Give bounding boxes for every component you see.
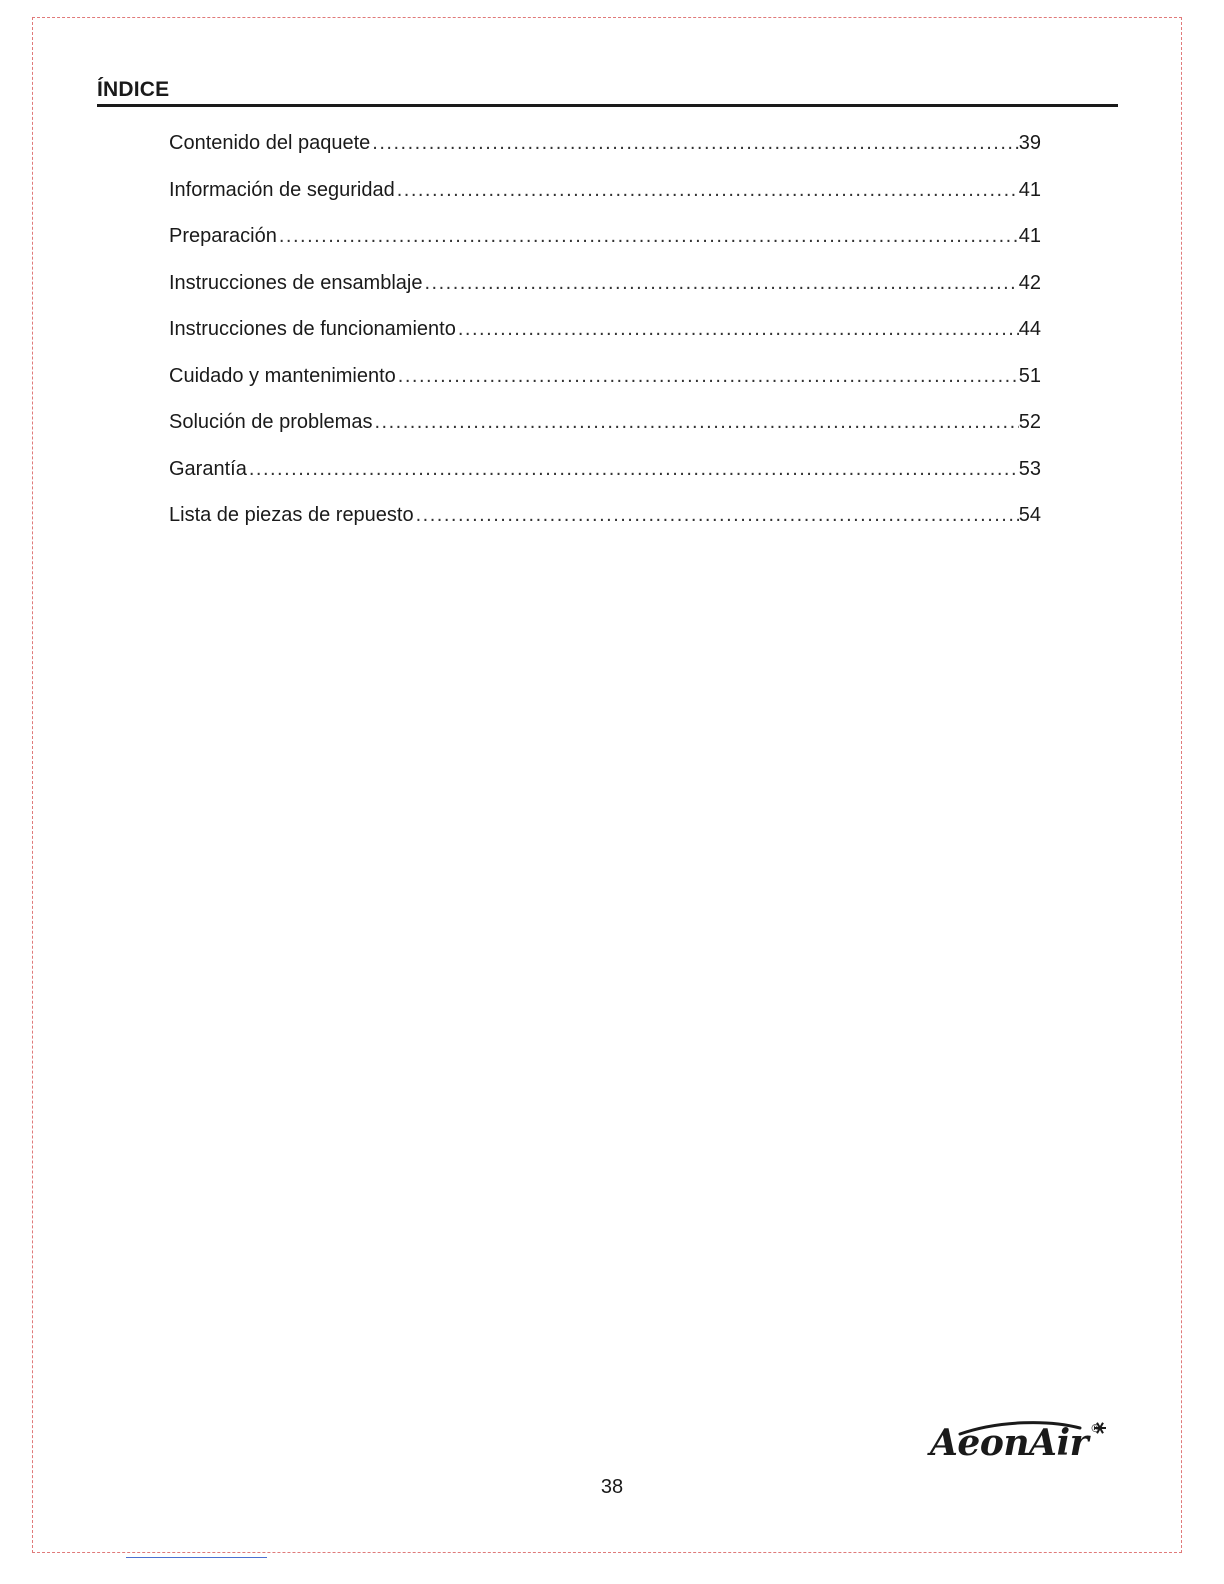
toc-entry-page: 41 (1018, 225, 1041, 247)
toc-entry-label: Cuidado y mantenimiento (169, 364, 396, 387)
toc-entry-label: Preparación (169, 225, 277, 247)
page-title: ÍNDICE (97, 78, 170, 101)
toc-entry-label: Garantía (169, 457, 247, 480)
table-of-contents (169, 132, 1041, 551)
aeonair-logo (930, 1418, 1120, 1468)
toc-entry-label: Información de seguridad (169, 178, 395, 201)
toc-entry-page: 52 (1018, 411, 1041, 433)
toc-leader-dots (277, 225, 1019, 248)
toc-entry[interactable] (169, 365, 1041, 412)
toc-entry-label: Instrucciones de ensamblaje (169, 271, 423, 294)
heading-divider (97, 104, 1118, 107)
toc-entry[interactable] (169, 272, 1041, 319)
toc-entry[interactable] (169, 504, 1041, 551)
toc-entry[interactable] (169, 458, 1041, 505)
toc-entry-label: Solución de problemas (169, 411, 373, 433)
toc-leader-dots (414, 504, 1019, 527)
registered-mark: ® (1090, 1422, 1101, 1435)
toc-entry-page: 42 (1018, 271, 1041, 294)
toc-entry-page: 41 (1018, 178, 1041, 201)
footer-link-underline (126, 1557, 267, 1558)
toc-entry-label: Contenido del paquete (169, 132, 371, 154)
toc-leader-dots (422, 272, 1018, 295)
toc-entry-page: 44 (1018, 318, 1041, 340)
toc-entry-page: 39 (1018, 132, 1041, 154)
toc-leader-dots (247, 458, 1019, 481)
toc-leader-dots (370, 132, 1018, 155)
toc-entry-label: Lista de piezas de repuesto (169, 504, 414, 526)
toc-leader-dots (372, 411, 1018, 434)
toc-entry-page: 53 (1018, 457, 1041, 480)
logo-wordmark: AeonAir ® (930, 1422, 1101, 1464)
toc-entry-page: 51 (1018, 364, 1041, 387)
toc-leader-dots (456, 318, 1019, 341)
toc-entry-label: Instrucciones de funcionamiento (169, 318, 456, 340)
toc-entry[interactable] (169, 225, 1041, 272)
toc-entry[interactable] (169, 132, 1041, 179)
toc-entry-page: 54 (1018, 504, 1041, 526)
toc-entry[interactable] (169, 411, 1041, 458)
toc-entry[interactable] (169, 179, 1041, 226)
page-number: 38 (600, 1476, 624, 1498)
toc-leader-dots (395, 179, 1019, 202)
toc-entry[interactable] (169, 318, 1041, 365)
toc-leader-dots (396, 365, 1019, 388)
